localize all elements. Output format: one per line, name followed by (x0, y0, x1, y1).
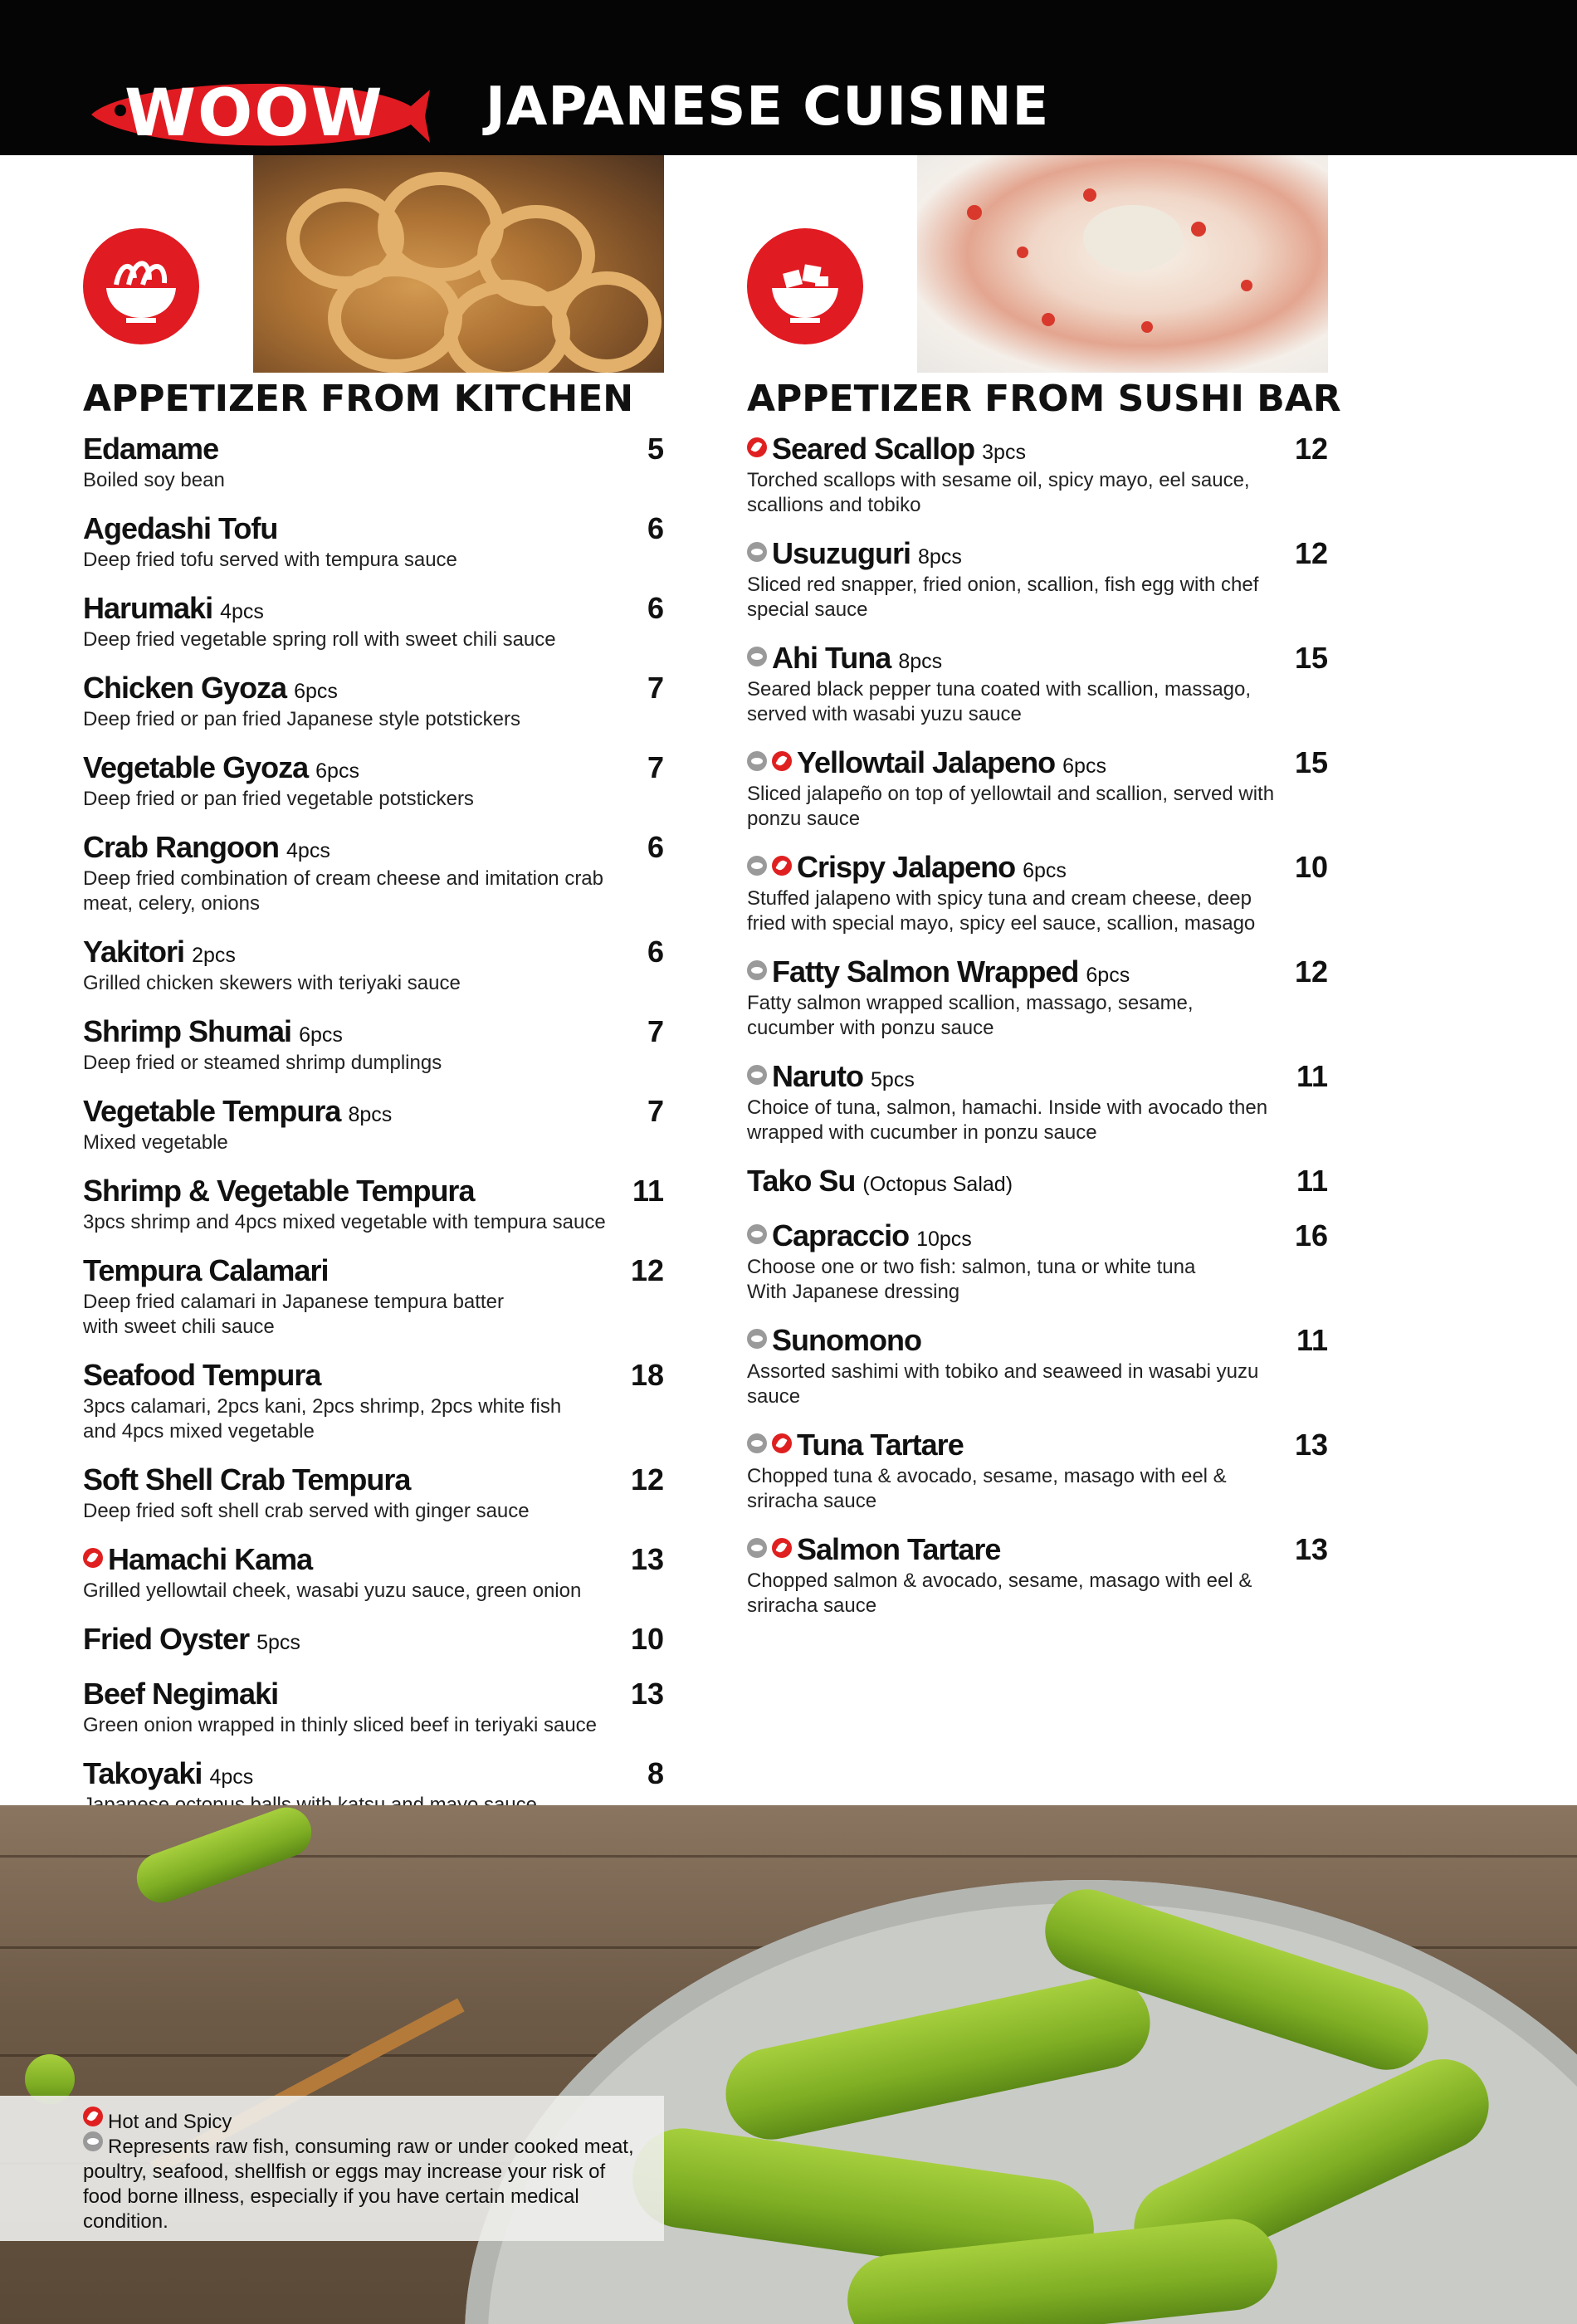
menu-item-price: 7 (647, 671, 664, 705)
menu-item (747, 1164, 1328, 1200)
menu-item (747, 850, 1328, 936)
menu-item-header (83, 1756, 664, 1793)
menu-item-description: Grilled chicken skewers with teriyaki sauce (83, 972, 461, 994)
menu-item-title (747, 1532, 1000, 1566)
menu-item-price: 10 (1294, 850, 1328, 884)
menu-item-description: 3pcs shrimp and 4pcs mixed vegetable with tempura sauce (83, 1211, 606, 1233)
raw-fish-icon (747, 856, 767, 876)
menu-item (83, 591, 664, 652)
menu-item-price: 11 (1296, 1323, 1328, 1357)
menu-item-title (83, 1542, 312, 1576)
menu-item (83, 830, 664, 916)
legend-raw (83, 2131, 639, 2234)
menu-item-price: 11 (632, 1174, 664, 1208)
menu-item-price: 13 (1294, 1532, 1328, 1566)
menu-item-price: 7 (647, 750, 664, 784)
menu-item-header (83, 591, 664, 627)
menu-item-price: 13 (630, 1677, 664, 1711)
raw-fish-icon (747, 1224, 767, 1244)
menu-item (83, 1542, 664, 1604)
menu-item-header (747, 1532, 1328, 1569)
menu-item-description: Green onion wrapped in thinly sliced beef in teriyaki sauce (83, 1714, 598, 1736)
menu-item-price: 12 (1294, 536, 1328, 570)
menu-item-title (747, 1323, 921, 1357)
menu-item-header (83, 1542, 664, 1579)
menu-item-description: Grilled yellowtail cheek, wasabi yuzu sauce, green onion (83, 1579, 582, 1602)
menu-item-header (747, 1428, 1328, 1464)
menu-item-quantity: 8pcs (918, 545, 962, 569)
menu-item-description: Deep fried calamari in Japanese tempura batter with sweet chili sauce (83, 1291, 504, 1338)
menu-item-description: Boiled soy bean (83, 469, 225, 491)
page-title: JAPANESE CUISINE (486, 76, 1050, 138)
menu-item-title (83, 1622, 300, 1656)
menu-item-header (83, 1622, 664, 1658)
menu-item-header (747, 1164, 1328, 1200)
menu-item-name: Vegetable Gyoza (83, 750, 309, 784)
menu-item-header (83, 1014, 664, 1051)
menu-item-price: 13 (1294, 1428, 1328, 1462)
menu-item (747, 1218, 1328, 1305)
menu-item-header (747, 1218, 1328, 1255)
menu-item-header (83, 1462, 664, 1499)
menu-item-title (83, 591, 264, 625)
menu-item-name: Yellowtail Jalapeno (797, 745, 1056, 779)
menu-item-quantity: (Octopus Salad) (862, 1173, 1013, 1196)
menu-item-price: 7 (647, 1094, 664, 1128)
chili-icon (772, 1433, 792, 1453)
menu-item-title (83, 1014, 343, 1048)
menu-item (83, 1622, 664, 1658)
menu-item-price: 7 (647, 1014, 664, 1048)
menu-item-header (83, 511, 664, 548)
menu-item (747, 1428, 1328, 1514)
carpaccio-photo (917, 155, 1328, 373)
menu-item-header (747, 745, 1328, 782)
menu-item-header (83, 671, 664, 707)
menu-item-quantity: 6pcs (1086, 964, 1130, 987)
menu-item-name: Tempura Calamari (83, 1253, 329, 1287)
menu-item-quantity: 4pcs (286, 839, 330, 862)
menu-item-header (747, 1323, 1328, 1360)
menu-item-header (747, 850, 1328, 886)
menu-item-name: Shrimp Shumai (83, 1014, 292, 1048)
menu-item-title (747, 954, 1130, 989)
menu-item (83, 432, 664, 493)
menu-item-title (747, 850, 1067, 884)
menu-item-title (747, 432, 1026, 466)
menu-item-title (83, 935, 236, 969)
menu-item-quantity: 4pcs (209, 1765, 254, 1789)
menu-item-price: 18 (630, 1358, 664, 1392)
menu-item-name: Capraccio (772, 1218, 910, 1252)
menu-item-quantity: 8pcs (898, 650, 943, 673)
menu-item-title (83, 750, 359, 784)
logo-wordmark: WOOW (124, 76, 384, 151)
menu-item-quantity: 6pcs (299, 1023, 343, 1047)
menu-item-description: 3pcs calamari, 2pcs kani, 2pcs shrimp, 2pcs white fish and 4pcs mixed vegetable (83, 1395, 562, 1443)
menu-item-name: Usuzuguri (772, 536, 911, 570)
menu-item-name: Vegetable Tempura (83, 1094, 341, 1128)
raw-fish-icon (747, 647, 767, 666)
menu-item-title (83, 511, 277, 545)
menu-item (83, 1253, 664, 1340)
menu-item-title (747, 1164, 1013, 1198)
menu-item-price: 12 (630, 1462, 664, 1496)
menu-item (83, 1174, 664, 1235)
menu-item-title (747, 1059, 915, 1093)
menu-item-description: Deep fried or pan fried Japanese style potstickers (83, 708, 520, 730)
menu-item-name: Ahi Tuna (772, 641, 891, 675)
chili-icon (83, 2107, 103, 2126)
menu-item-title (83, 1677, 278, 1711)
menu-item-description: Chopped tuna & avocado, sesame, masago with eel & sriracha sauce (747, 1465, 1227, 1512)
menu-item-header (83, 750, 664, 787)
menu-item-description: Fatty salmon wrapped scallion, massago, sesame, cucumber with ponzu sauce (747, 992, 1194, 1039)
menu-item-description: Deep fried tofu served with tempura sauce (83, 549, 457, 571)
menu-item-name: Tako Su (747, 1164, 856, 1198)
menu-item-name: Chicken Gyoza (83, 671, 287, 705)
chili-icon (772, 1538, 792, 1558)
raw-fish-icon (747, 1538, 767, 1558)
sushi-bowl-icon (747, 228, 863, 344)
menu-item (83, 1462, 664, 1524)
menu-item-title (83, 1358, 320, 1392)
menu-item-quantity: 4pcs (220, 600, 264, 623)
menu-item-price: 10 (630, 1622, 664, 1656)
section-title-sushi-bar: APPETIZER FROM SUSHI BAR (747, 378, 1341, 420)
menu-item (83, 750, 664, 812)
menu-item-header (747, 536, 1328, 573)
raw-fish-icon (747, 1329, 767, 1349)
menu-item-header (83, 1174, 664, 1210)
menu-item-title (83, 1174, 474, 1208)
menu-item-header (747, 432, 1328, 468)
menu-item-name: Edamame (83, 432, 219, 466)
menu-item-description: Torched scallops with sesame oil, spicy mayo, eel sauce, scallions and tobiko (747, 469, 1250, 516)
menu-item (747, 745, 1328, 832)
menu-item-description: Mixed vegetable (83, 1131, 228, 1154)
menu-item-title (83, 1253, 328, 1287)
menu-item-price: 6 (647, 591, 664, 625)
menu-item-name: Fatty Salmon Wrapped (772, 954, 1079, 989)
raw-fish-icon (747, 542, 767, 562)
menu-item-name: Tuna Tartare (797, 1428, 964, 1462)
menu-item-title (747, 745, 1106, 779)
menu-item-name: Crispy Jalapeno (797, 850, 1016, 884)
menu-item-description: Stuffed jalapeno with spicy tuna and cream cheese, deep fried with special mayo, spicy eel sauce, scallion, masago (747, 887, 1256, 935)
menu-item (83, 671, 664, 732)
menu-item-price: 5 (647, 432, 664, 466)
menu-item-quantity: 5pcs (871, 1068, 915, 1091)
menu-item-price: 13 (630, 1542, 664, 1576)
menu-item-title (83, 1756, 253, 1790)
menu-item-price: 11 (1296, 1059, 1328, 1093)
menu-item-quantity: 2pcs (192, 944, 236, 967)
menu-item-description: Seared black pepper tuna coated with scallion, massago, served with wasabi yuzu sauce (747, 678, 1252, 725)
raw-fish-icon (747, 960, 767, 980)
menu-item-header (747, 641, 1328, 677)
menu-item-title (83, 432, 218, 466)
sushi-bar-menu-list (747, 432, 1328, 1637)
menu-item-name: Shrimp & Vegetable Tempura (83, 1174, 475, 1208)
kitchen-menu-list (83, 432, 664, 1891)
menu-item-name: Agedashi Tofu (83, 511, 278, 545)
menu-item-price: 12 (1294, 954, 1328, 989)
menu-item-description: Deep fried soft shell crab served with ginger sauce (83, 1500, 530, 1522)
menu-item-title (747, 641, 942, 675)
menu-item (83, 1094, 664, 1155)
legend-raw-text: Represents raw fish, consuming raw or under cooked meat, poultry, seafood, shellfish or eggs may increase your risk of food borne illness, especially if you have certain medical condition. (83, 2136, 634, 2233)
menu-item-description: Deep fried or pan fried vegetable potstickers (83, 788, 474, 810)
menu-item-title (747, 1428, 964, 1462)
menu-item-description: Chopped salmon & avocado, sesame, masago with eel & sriracha sauce (747, 1570, 1252, 1617)
menu-item-header (83, 1253, 664, 1290)
menu-item (83, 1358, 664, 1444)
menu-item-header (83, 1094, 664, 1130)
menu-item-title (83, 1094, 392, 1128)
menu-item-description: Assorted sashimi with tobiko and seaweed in wasabi yuzu sauce (747, 1360, 1259, 1408)
menu-item-description: Sliced jalapeño on top of yellowtail and scallion, served with ponzu sauce (747, 783, 1275, 830)
menu-item-price: 15 (1294, 745, 1328, 779)
menu-item-header (83, 935, 664, 971)
menu-item (747, 536, 1328, 622)
section-title-kitchen: APPETIZER FROM KITCHEN (83, 378, 634, 420)
menu-item-header (83, 432, 664, 468)
legend-box (0, 2096, 664, 2241)
menu-item (747, 641, 1328, 727)
menu-item-header (83, 1358, 664, 1394)
menu-item-quantity: 6pcs (1062, 754, 1106, 778)
menu-item (83, 935, 664, 996)
menu-item-price: 12 (630, 1253, 664, 1287)
menu-item-name: Salmon Tartare (797, 1532, 1001, 1566)
menu-item-name: Seafood Tempura (83, 1358, 321, 1392)
edamame-photo (0, 1805, 1577, 2324)
menu-item-title (83, 1462, 410, 1496)
menu-item-title (83, 830, 330, 864)
menu-item-price: 6 (647, 935, 664, 969)
menu-item-description: Sliced red snapper, fried onion, scallion, fish egg with chef special sauce (747, 574, 1259, 621)
menu-item-price: 6 (647, 511, 664, 545)
menu-item (83, 1677, 664, 1738)
legend-spicy-text: Hot and Spicy (108, 2111, 232, 2133)
menu-item-quantity: 3pcs (982, 441, 1026, 464)
raw-fish-icon (83, 2131, 103, 2151)
menu-item-name: Crab Rangoon (83, 830, 279, 864)
menu-item-name: Soft Shell Crab Tempura (83, 1462, 411, 1496)
menu-item-name: Hamachi Kama (108, 1542, 313, 1576)
menu-item-name: Sunomono (772, 1323, 921, 1357)
header-bar (0, 0, 1577, 155)
menu-item-header (747, 1059, 1328, 1096)
raw-fish-icon (747, 1433, 767, 1453)
menu-item-header (747, 954, 1328, 991)
noodle-bowl-icon (83, 228, 199, 344)
menu-item (747, 1323, 1328, 1409)
menu-item-price: 16 (1294, 1218, 1328, 1252)
menu-item-title (83, 671, 338, 705)
menu-item-description: Choice of tuna, salmon, hamachi. Inside with avocado then wrapped with cucumber in ponzu sauce (747, 1096, 1268, 1144)
chili-icon (772, 856, 792, 876)
menu-item-name: Seared Scallop (772, 432, 975, 466)
menu-item-price: 11 (1296, 1164, 1328, 1198)
menu-item-description: Deep fried vegetable spring roll with sweet chili sauce (83, 628, 556, 651)
menu-item (747, 954, 1328, 1041)
menu-item-title (747, 1218, 972, 1252)
menu-item-price: 12 (1294, 432, 1328, 466)
menu-item-quantity: 6pcs (315, 759, 359, 783)
calamari-photo (253, 155, 664, 373)
menu-item (83, 511, 664, 573)
menu-item-name: Takoyaki (83, 1756, 203, 1790)
raw-fish-icon (747, 751, 767, 771)
menu-item-quantity: 5pcs (256, 1631, 300, 1654)
menu-item-quantity: 8pcs (348, 1103, 393, 1126)
menu-item-name: Harumaki (83, 591, 213, 625)
menu-item-name: Yakitori (83, 935, 185, 969)
menu-item (747, 432, 1328, 518)
menu-item-header (83, 830, 664, 867)
menu-item-header (83, 1677, 664, 1713)
menu-item (747, 1059, 1328, 1145)
menu-item-name: Naruto (772, 1059, 863, 1093)
menu-item-price: 8 (647, 1756, 664, 1790)
menu-item-title (747, 536, 962, 570)
menu-item-description: Deep fried combination of cream cheese and imitation crab meat, celery, onions (83, 867, 603, 915)
menu-item-quantity: 6pcs (294, 680, 338, 703)
chili-icon (772, 751, 792, 771)
menu-item-price: 15 (1294, 641, 1328, 675)
menu-item-quantity: 6pcs (1023, 859, 1067, 882)
chili-icon (83, 1548, 103, 1568)
menu-item (83, 1014, 664, 1076)
menu-item-name: Fried Oyster (83, 1622, 250, 1656)
legend-spicy (83, 2107, 639, 2135)
menu-item-name: Beef Negimaki (83, 1677, 279, 1711)
menu-item (747, 1532, 1328, 1618)
menu-item-price: 6 (647, 830, 664, 864)
menu-item-description: Choose one or two fish: salmon, tuna or white tuna With Japanese dressing (747, 1256, 1196, 1303)
raw-fish-icon (747, 1065, 767, 1085)
menu-item-quantity: 10pcs (916, 1228, 972, 1251)
menu-item-description: Deep fried or steamed shrimp dumplings (83, 1052, 442, 1074)
chili-icon (747, 437, 767, 457)
